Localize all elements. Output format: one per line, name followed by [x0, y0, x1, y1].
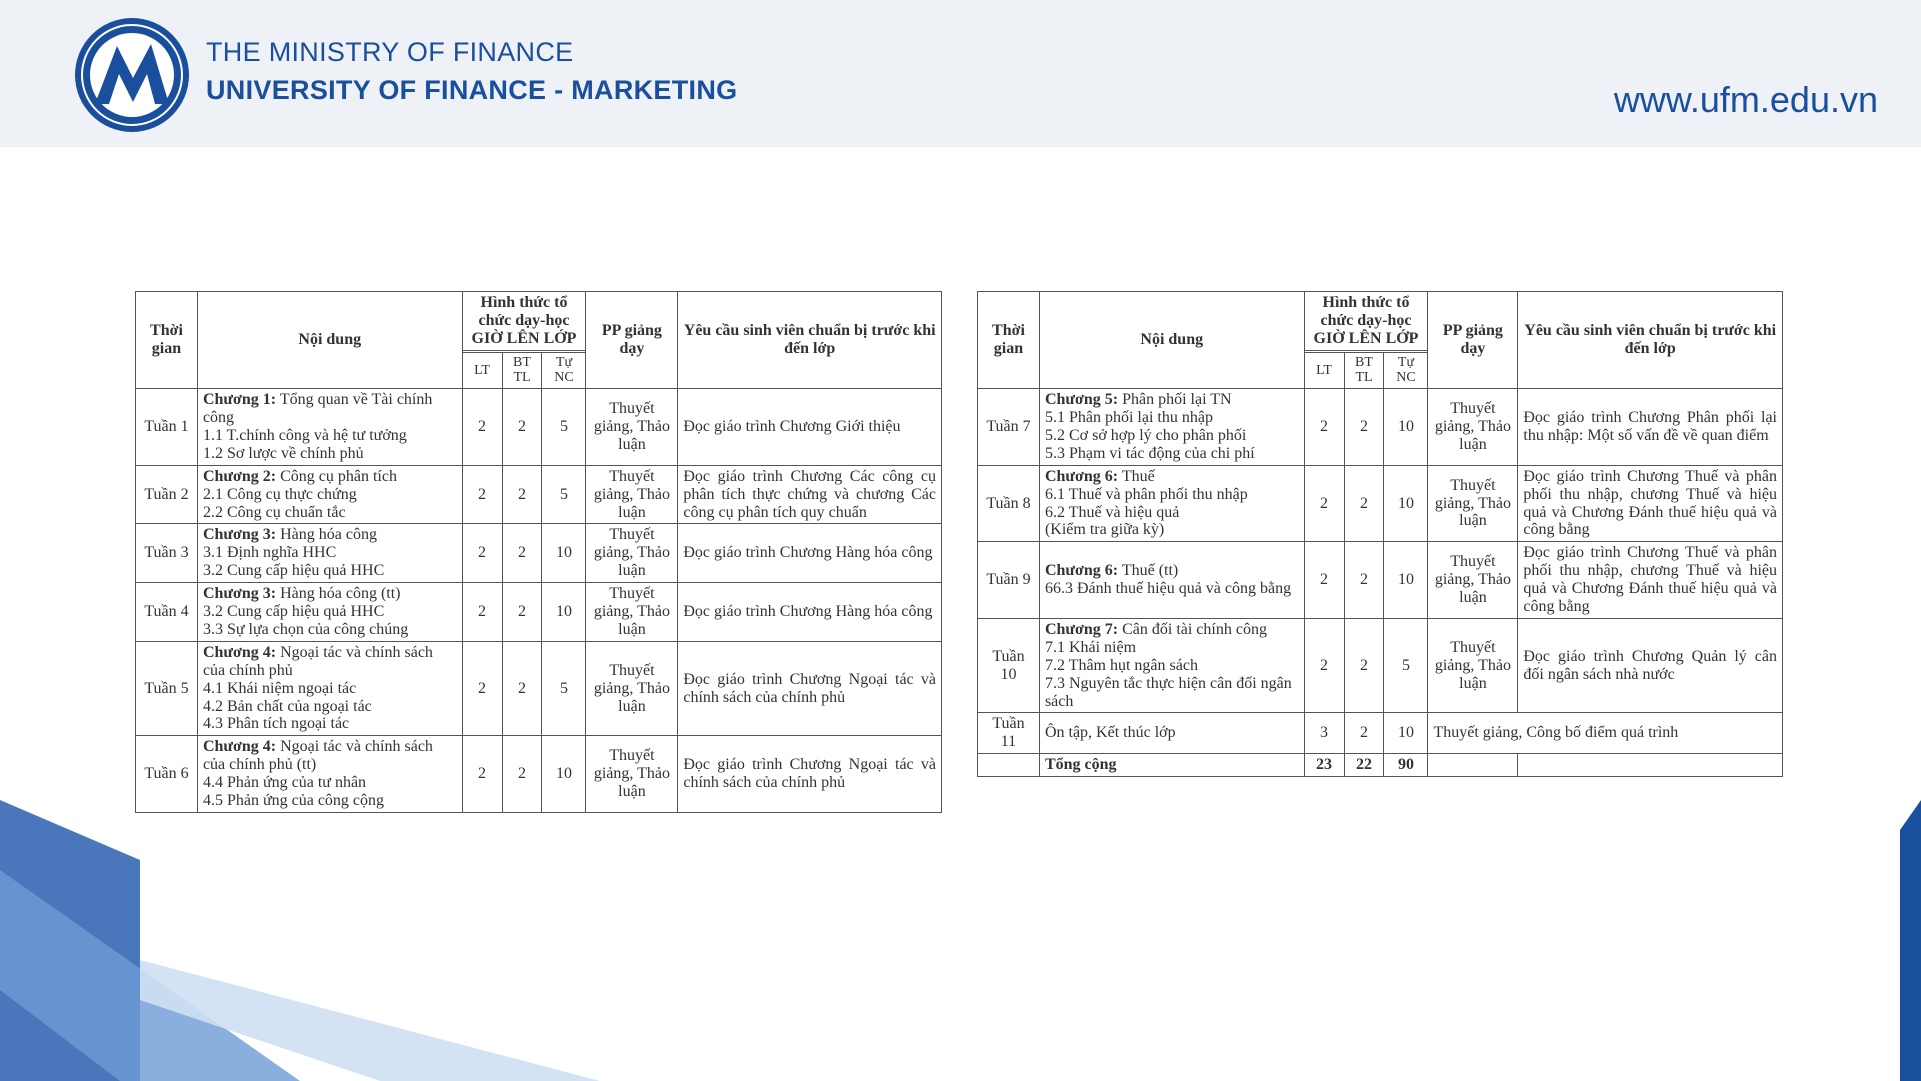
- content-cell: [197, 583, 462, 642]
- content-cell: [1039, 618, 1304, 713]
- requirement-cell: Đọc giáo trình Chương Ngoại tác và chính sách của chính phủ: [678, 736, 942, 813]
- chapter-title: Hàng hóa công: [280, 526, 377, 544]
- lt-cell: 2: [1304, 542, 1344, 619]
- header-method: PP giảng dạy: [586, 292, 678, 389]
- lt-cell: 2: [462, 389, 502, 466]
- lt-cell: 2: [1304, 465, 1344, 542]
- bt-cell: 2: [1344, 465, 1384, 542]
- section-item: 5.2 Cơ sở hợp lý cho phân phối: [1044, 426, 1247, 444]
- week-cell: Tuần 10: [978, 618, 1040, 713]
- lt-cell: 2: [462, 583, 502, 642]
- table-row: [136, 465, 942, 524]
- requirement-cell: Đọc giáo trình Chương Các công cụ phân tích thực chứng và chương Các công cụ phân tích quy chuẩn: [678, 465, 942, 524]
- chapter-title: Công cụ phân tích: [280, 467, 397, 485]
- tu-cell: 5: [542, 389, 586, 466]
- tu-cell: 10: [542, 736, 586, 813]
- content-cell: [1039, 465, 1304, 542]
- review-note: Thuyết giảng, Công bố điểm quá trình: [1428, 713, 1783, 754]
- week-cell: Tuần 5: [136, 641, 198, 736]
- chapter-number: Chương 6:: [1044, 467, 1119, 485]
- section-item: 3.2 Cung cấp hiệu quả HHC: [202, 603, 385, 621]
- tu-cell: 5: [542, 465, 586, 524]
- header-time: Thời gian: [978, 292, 1040, 389]
- header-time: Thời gian: [136, 292, 198, 389]
- method-cell: Thuyết giảng, Thảo luận: [586, 389, 678, 466]
- bt-cell: 2: [502, 641, 542, 736]
- requirement-cell: Đọc giáo trình Chương Hàng hóa công: [678, 583, 942, 642]
- method-cell: Thuyết giảng, Thảo luận: [586, 583, 678, 642]
- bt-cell: 2: [502, 465, 542, 524]
- table-row: [136, 389, 942, 466]
- week-cell: Tuần 9: [978, 542, 1040, 619]
- header-format: Hình thức tổ chức dạy-học GIỜ LÊN LỚP: [1304, 292, 1428, 351]
- section-item: 4.2 Bản chất của ngoại tác: [202, 697, 372, 715]
- content-cell: [197, 641, 462, 736]
- header-content: Nội dung: [197, 292, 462, 389]
- lt-cell: 2: [1304, 618, 1344, 713]
- method-cell: Thuyết giảng, Thảo luận: [1428, 465, 1518, 542]
- header-bt: BT TL: [502, 352, 542, 388]
- total-lt: 23: [1304, 754, 1344, 777]
- lt-cell: 2: [462, 465, 502, 524]
- section-item: 6.2 Thuế và hiệu quả: [1044, 503, 1180, 521]
- method-cell: Thuyết giảng, Thảo luận: [586, 524, 678, 583]
- section-item: 4.5 Phản ứng của công cộng: [202, 792, 385, 810]
- method-cell: Thuyết giảng, Thảo luận: [586, 641, 678, 736]
- bt-cell: 2: [502, 389, 542, 466]
- section-item: 7.3 Nguyên tắc thực hiện cân đối ngân sách: [1044, 674, 1292, 710]
- header-format: Hình thức tổ chức dạy-học GIỜ LÊN LỚP: [462, 292, 586, 351]
- table-row: [136, 641, 942, 736]
- method-cell: Thuyết giảng, Thảo luận: [1428, 618, 1518, 713]
- week-cell: Tuần 3: [136, 524, 198, 583]
- chapter-title: Tổng quan về Tài chính công: [202, 391, 433, 426]
- table-row: [978, 465, 1783, 542]
- chapter-number: Chương 6:: [1044, 562, 1119, 580]
- section-item: 7.1 Khái niệm: [1044, 638, 1137, 656]
- ufm-logo-icon: [73, 16, 191, 134]
- schedule-table-right: [977, 291, 1783, 777]
- section-item: 6.1 Thuế và phân phối thu nhập: [1044, 485, 1248, 503]
- chapter-title: Thuế: [1121, 467, 1155, 485]
- chapter-number: Chương 1:: [202, 391, 277, 409]
- total-label: Tổng cộng: [1039, 754, 1304, 777]
- tu-cell: 10: [542, 524, 586, 583]
- section-item: 4.4 Phản ứng của tư nhân: [202, 774, 367, 792]
- header-content: Nội dung: [1039, 292, 1304, 389]
- section-item: 1.2 Sơ lược về chính phủ: [202, 444, 364, 462]
- total-bt: 22: [1344, 754, 1384, 777]
- week-cell: Tuần 6: [136, 736, 198, 813]
- method-cell: Thuyết giảng, Thảo luận: [586, 465, 678, 524]
- tu-cell: 10: [1384, 542, 1428, 619]
- requirement-cell: Đọc giáo trình Chương Giới thiệu: [678, 389, 942, 466]
- section-item: 3.3 Sự lựa chọn của công chúng: [202, 620, 409, 638]
- lt-cell: 2: [462, 524, 502, 583]
- table-row: [136, 524, 942, 583]
- week-cell: Tuần 8: [978, 465, 1040, 542]
- header-bt: BT TL: [1344, 352, 1384, 388]
- method-cell: Thuyết giảng, Thảo luận: [1428, 542, 1518, 619]
- week-cell: Tuần 1: [136, 389, 198, 466]
- week-cell: Tuần 11: [978, 713, 1040, 754]
- section-item: (Kiểm tra giữa kỳ): [1044, 521, 1165, 539]
- chapter-number: Chương 3:: [202, 526, 277, 544]
- section-item: 4.1 Khái niệm ngoại tác: [202, 679, 357, 697]
- content-cell: [197, 389, 462, 466]
- lt-cell: 2: [1304, 389, 1344, 466]
- university-title: UNIVERSITY OF FINANCE - MARKETING: [206, 75, 738, 105]
- bt-cell: 2: [502, 583, 542, 642]
- requirement-cell: Đọc giáo trình Chương Ngoại tác và chính sách của chính phủ: [678, 641, 942, 736]
- content-cell: [197, 465, 462, 524]
- section-item: 5.3 Phạm vi tác động của chi phí: [1044, 444, 1255, 462]
- requirement-cell: Đọc giáo trình Chương Thuế và phân phối thu nhập, chương Thuế và hiệu quả và Chương Đánh thuế hiệu quả và công bằng: [1518, 465, 1783, 542]
- lt-cell: 3: [1304, 713, 1344, 754]
- section-item: 5.1 Phân phối lại thu nhập: [1044, 408, 1213, 426]
- header-requirement: Yêu cầu sinh viên chuẩn bị trước khi đến lớp: [678, 292, 942, 389]
- tu-cell: 10: [1384, 389, 1428, 466]
- tu-cell: 5: [1384, 618, 1428, 713]
- chapter-title: Phân phối lại TN: [1122, 391, 1232, 409]
- week-cell: Tuần 2: [136, 465, 198, 524]
- bt-cell: 2: [1344, 618, 1384, 713]
- header-lt: LT: [462, 352, 502, 388]
- requirement-cell: Đọc giáo trình Chương Thuế và phân phối thu nhập, chương Thuế và hiệu quả và Chương Đánh thuế hiệu quả và công bằng: [1518, 542, 1783, 619]
- tu-cell: 10: [542, 583, 586, 642]
- content-cell: [197, 524, 462, 583]
- content-cell: [1039, 389, 1304, 466]
- website-link[interactable]: www.ufm.edu.vn: [1613, 79, 1878, 120]
- table-row: [978, 389, 1783, 466]
- header-tu: Tự NC: [542, 352, 586, 388]
- chapter-title: Hàng hóa công (tt): [280, 585, 401, 603]
- section-item: 2.1 Công cụ thực chứng: [202, 485, 357, 503]
- chapter-title: Thuế (tt): [1121, 562, 1179, 580]
- lt-cell: 2: [462, 641, 502, 736]
- method-cell: Thuyết giảng, Thảo luận: [1428, 389, 1518, 466]
- week-cell: Tuần 4: [136, 583, 198, 642]
- section-item: 3.1 Định nghĩa HHC: [202, 544, 337, 562]
- chapter-number: Chương 4:: [202, 738, 277, 756]
- week-cell: Tuần 7: [978, 389, 1040, 466]
- table-row: [978, 618, 1783, 713]
- section-item: 4.3 Phân tích ngoại tác: [202, 715, 350, 733]
- section-item: 7.2 Thâm hụt ngân sách: [1044, 656, 1198, 674]
- total-row: [978, 754, 1783, 777]
- review-content: Ôn tập, Kết thúc lớp: [1039, 713, 1304, 754]
- chapter-number: Chương 2:: [202, 467, 277, 485]
- chapter-number: Chương 4:: [202, 643, 277, 661]
- chapter-title: Cân đối tài chính công: [1122, 620, 1267, 638]
- lt-cell: 2: [462, 736, 502, 813]
- chapter-number: Chương 7:: [1044, 620, 1119, 638]
- bt-cell: 2: [502, 736, 542, 813]
- chapter-title: Ngoại tác và chính sách của chính phủ (tt): [202, 738, 433, 774]
- tu-cell: 5: [542, 641, 586, 736]
- table-row: [136, 736, 942, 813]
- chapter-title: Ngoại tác và chính sách của chính phủ: [202, 643, 433, 679]
- requirement-cell: Đọc giáo trình Chương Quản lý cân đối ngân sách nhà nước: [1518, 618, 1783, 713]
- section-item: 2.2 Công cụ chuẩn tắc: [202, 503, 346, 521]
- bt-cell: 2: [1344, 389, 1384, 466]
- tu-cell: 10: [1384, 465, 1428, 542]
- total-tu: 90: [1384, 754, 1428, 777]
- header-banner: [0, 0, 1921, 147]
- header-tu: Tự NC: [1384, 352, 1428, 388]
- requirement-cell: Đọc giáo trình Chương Hàng hóa công: [678, 524, 942, 583]
- header-lt: LT: [1304, 352, 1344, 388]
- chapter-number: Chương 3:: [202, 585, 277, 603]
- bt-cell: 2: [1344, 713, 1384, 754]
- table-row: [978, 542, 1783, 619]
- section-item: 66.3 Đánh thuế hiệu quả và công bằng: [1044, 580, 1292, 598]
- bt-cell: 2: [502, 524, 542, 583]
- content-cell: [197, 736, 462, 813]
- ministry-title: THE MINISTRY OF FINANCE: [206, 37, 574, 67]
- method-cell: Thuyết giảng, Thảo luận: [586, 736, 678, 813]
- schedule-table-left: [135, 291, 942, 813]
- header-method: PP giảng dạy: [1428, 292, 1518, 389]
- chapter-number: Chương 5:: [1044, 391, 1119, 409]
- review-row: [978, 713, 1783, 754]
- requirement-cell: Đọc giáo trình Chương Phân phối lại thu nhập: Một số vấn đề về quan điểm: [1518, 389, 1783, 466]
- section-item: 3.2 Cung cấp hiệu quả HHC: [202, 562, 385, 580]
- section-item: 1.1 T.chính công và hệ tư tưởng: [202, 426, 407, 444]
- table-row: [136, 583, 942, 642]
- header-requirement: Yêu cầu sinh viên chuẩn bị trước khi đến lớp: [1518, 292, 1783, 389]
- bt-cell: 2: [1344, 542, 1384, 619]
- content-cell: [1039, 542, 1304, 619]
- tu-cell: 10: [1384, 713, 1428, 754]
